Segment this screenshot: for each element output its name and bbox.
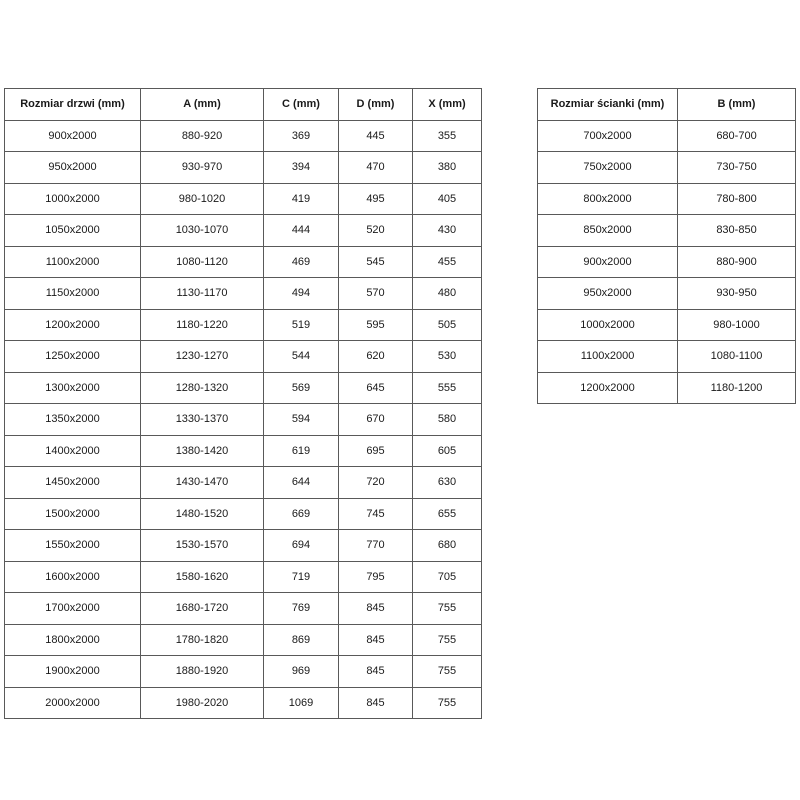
table-cell: 1080-1120 <box>141 246 264 278</box>
table-cell: 480 <box>413 278 482 310</box>
table-cell: 430 <box>413 215 482 247</box>
table-cell: 670 <box>339 404 413 436</box>
table-cell: 800x2000 <box>538 183 678 215</box>
table-row <box>538 246 796 278</box>
table-row <box>5 687 482 719</box>
table-cell: 1780-1820 <box>141 624 264 656</box>
table-row <box>5 656 482 688</box>
table-cell: 505 <box>413 309 482 341</box>
table-row <box>538 309 796 341</box>
header-row <box>538 89 796 121</box>
table-row <box>5 530 482 562</box>
table-cell: 745 <box>339 498 413 530</box>
table-cell: 1230-1270 <box>141 341 264 373</box>
column-header: B (mm) <box>678 89 796 121</box>
table-row <box>5 404 482 436</box>
table-row <box>5 309 482 341</box>
table-cell: 1069 <box>264 687 339 719</box>
table-cell: 1480-1520 <box>141 498 264 530</box>
table-cell: 845 <box>339 624 413 656</box>
table-cell: 1330-1370 <box>141 404 264 436</box>
header-row <box>5 89 482 121</box>
table-cell: 645 <box>339 372 413 404</box>
table-cell: 555 <box>413 372 482 404</box>
table-cell: 495 <box>339 183 413 215</box>
table-cell: 519 <box>264 309 339 341</box>
table-cell: 544 <box>264 341 339 373</box>
table-cell: 900x2000 <box>5 120 141 152</box>
table-cell: 355 <box>413 120 482 152</box>
door-size-table <box>4 88 482 719</box>
table-cell: 780-800 <box>678 183 796 215</box>
table-cell: 605 <box>413 435 482 467</box>
table-cell: 1580-1620 <box>141 561 264 593</box>
table-cell: 2000x2000 <box>5 687 141 719</box>
table-row <box>5 278 482 310</box>
table-cell: 980-1000 <box>678 309 796 341</box>
table-row <box>5 152 482 184</box>
table-row <box>538 152 796 184</box>
column-header: Rozmiar ścianki (mm) <box>538 89 678 121</box>
table-cell: 719 <box>264 561 339 593</box>
table-cell: 1800x2000 <box>5 624 141 656</box>
table-cell: 444 <box>264 215 339 247</box>
table-row <box>538 215 796 247</box>
table-cell: 570 <box>339 278 413 310</box>
table-cell: 380 <box>413 152 482 184</box>
table-cell: 419 <box>264 183 339 215</box>
table-row <box>5 246 482 278</box>
table-cell: 1180-1200 <box>678 372 796 404</box>
table-cell: 850x2000 <box>538 215 678 247</box>
table-cell: 630 <box>413 467 482 499</box>
table-cell: 405 <box>413 183 482 215</box>
table-cell: 980-1020 <box>141 183 264 215</box>
table-cell: 1980-2020 <box>141 687 264 719</box>
table-cell: 695 <box>339 435 413 467</box>
wall-size-table <box>537 88 796 404</box>
table-row <box>5 372 482 404</box>
table-cell: 1000x2000 <box>538 309 678 341</box>
table-cell: 1030-1070 <box>141 215 264 247</box>
table-cell: 1380-1420 <box>141 435 264 467</box>
table-cell: 880-920 <box>141 120 264 152</box>
table-cell: 1880-1920 <box>141 656 264 688</box>
table-cell: 869 <box>264 624 339 656</box>
table-cell: 594 <box>264 404 339 436</box>
column-header: X (mm) <box>413 89 482 121</box>
table-row <box>5 624 482 656</box>
table-cell: 1450x2000 <box>5 467 141 499</box>
table-row <box>5 561 482 593</box>
table-cell: 755 <box>413 656 482 688</box>
table-row <box>5 435 482 467</box>
column-header: D (mm) <box>339 89 413 121</box>
table-row <box>5 183 482 215</box>
table-cell: 755 <box>413 624 482 656</box>
table-cell: 580 <box>413 404 482 436</box>
column-header: C (mm) <box>264 89 339 121</box>
table-cell: 755 <box>413 593 482 625</box>
table-cell: 845 <box>339 593 413 625</box>
table-cell: 1100x2000 <box>5 246 141 278</box>
table-cell: 669 <box>264 498 339 530</box>
table-cell: 520 <box>339 215 413 247</box>
table-cell: 950x2000 <box>538 278 678 310</box>
table-cell: 1300x2000 <box>5 372 141 404</box>
table-cell: 1350x2000 <box>5 404 141 436</box>
table-cell: 1430-1470 <box>141 467 264 499</box>
table-cell: 1550x2000 <box>5 530 141 562</box>
table-cell: 1200x2000 <box>5 309 141 341</box>
column-header: Rozmiar drzwi (mm) <box>5 89 141 121</box>
table-cell: 369 <box>264 120 339 152</box>
table-cell: 1680-1720 <box>141 593 264 625</box>
table-cell: 769 <box>264 593 339 625</box>
table-cell: 950x2000 <box>5 152 141 184</box>
table-cell: 494 <box>264 278 339 310</box>
table-row <box>5 341 482 373</box>
table-cell: 545 <box>339 246 413 278</box>
table-row <box>538 341 796 373</box>
table-cell: 694 <box>264 530 339 562</box>
table-cell: 1080-1100 <box>678 341 796 373</box>
table-cell: 455 <box>413 246 482 278</box>
table-cell: 680 <box>413 530 482 562</box>
table-cell: 830-850 <box>678 215 796 247</box>
table-row <box>538 372 796 404</box>
table-cell: 770 <box>339 530 413 562</box>
table-cell: 445 <box>339 120 413 152</box>
table-cell: 969 <box>264 656 339 688</box>
table-cell: 705 <box>413 561 482 593</box>
table-row <box>5 467 482 499</box>
table-cell: 1900x2000 <box>5 656 141 688</box>
table-row <box>5 498 482 530</box>
table-cell: 880-900 <box>678 246 796 278</box>
table-cell: 795 <box>339 561 413 593</box>
table-cell: 680-700 <box>678 120 796 152</box>
table-cell: 1280-1320 <box>141 372 264 404</box>
table-cell: 595 <box>339 309 413 341</box>
table-cell: 394 <box>264 152 339 184</box>
table-row <box>5 593 482 625</box>
table-cell: 1180-1220 <box>141 309 264 341</box>
table-cell: 619 <box>264 435 339 467</box>
table-cell: 1250x2000 <box>5 341 141 373</box>
table-row <box>5 215 482 247</box>
table-cell: 1700x2000 <box>5 593 141 625</box>
table-cell: 644 <box>264 467 339 499</box>
table-row <box>538 183 796 215</box>
table-cell: 470 <box>339 152 413 184</box>
table-cell: 730-750 <box>678 152 796 184</box>
table-cell: 1130-1170 <box>141 278 264 310</box>
table-cell: 1100x2000 <box>538 341 678 373</box>
table-cell: 750x2000 <box>538 152 678 184</box>
table-cell: 930-950 <box>678 278 796 310</box>
table-cell: 1150x2000 <box>5 278 141 310</box>
table-cell: 845 <box>339 687 413 719</box>
table-row <box>538 278 796 310</box>
table-cell: 620 <box>339 341 413 373</box>
table-row <box>538 120 796 152</box>
table-cell: 700x2000 <box>538 120 678 152</box>
table-cell: 1050x2000 <box>5 215 141 247</box>
table-cell: 1530-1570 <box>141 530 264 562</box>
table-row <box>5 120 482 152</box>
table-cell: 755 <box>413 687 482 719</box>
table-cell: 720 <box>339 467 413 499</box>
table-cell: 845 <box>339 656 413 688</box>
table-cell: 1600x2000 <box>5 561 141 593</box>
table-cell: 930-970 <box>141 152 264 184</box>
table-cell: 1400x2000 <box>5 435 141 467</box>
table-cell: 530 <box>413 341 482 373</box>
table-cell: 1200x2000 <box>538 372 678 404</box>
column-header: A (mm) <box>141 89 264 121</box>
table-cell: 469 <box>264 246 339 278</box>
table-cell: 569 <box>264 372 339 404</box>
table-cell: 1000x2000 <box>5 183 141 215</box>
table-cell: 900x2000 <box>538 246 678 278</box>
table-cell: 1500x2000 <box>5 498 141 530</box>
table-cell: 655 <box>413 498 482 530</box>
